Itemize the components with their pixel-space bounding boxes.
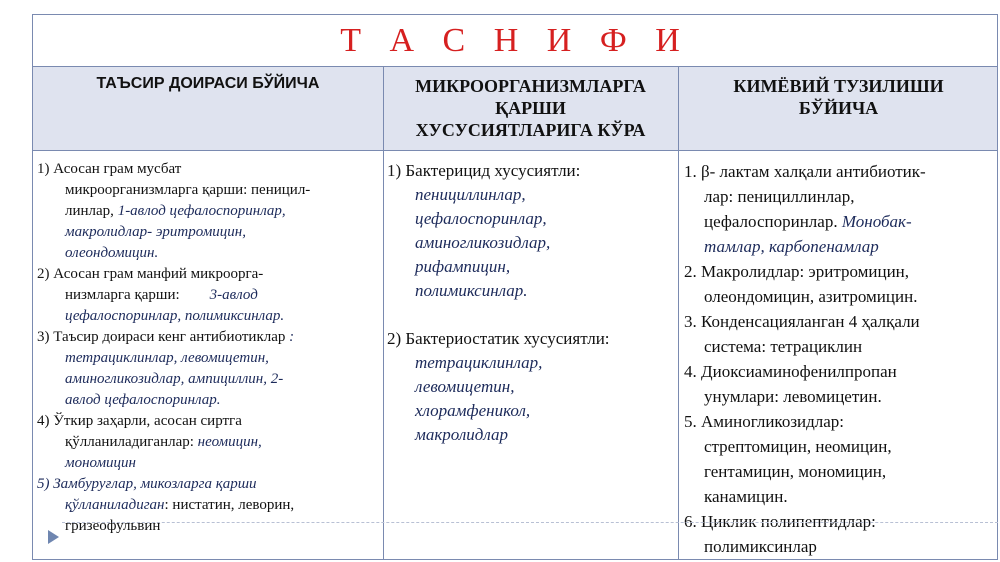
list-item	[37, 411, 381, 474]
item-line	[37, 180, 381, 201]
item-text-italic: пенициллинлар,	[415, 185, 526, 204]
item-text-italic: аминогликозидлар,	[415, 233, 551, 252]
item-text-italic: 5) Замбуруғлар, микозларга қарши	[37, 476, 257, 492]
item-line	[684, 184, 996, 209]
item-text: система: тетрациклин	[704, 337, 863, 356]
item-text: лар: пенициллинлар,	[704, 187, 855, 206]
list-item	[37, 474, 381, 537]
item-text: 5. Аминогликозидлар:	[684, 412, 845, 431]
item-text-italic: тетрациклинлар,	[415, 353, 543, 372]
item-text: Асосан грам мусбат	[53, 161, 182, 177]
item-line	[37, 201, 381, 222]
item-text-italic: авлод цефалоспоринлар.	[65, 392, 221, 408]
header-properties-line: ХУСУСИЯТЛАРИГА КЎРА	[415, 120, 646, 140]
spacer	[387, 303, 676, 327]
item-text-italic: :	[285, 329, 295, 345]
item-line	[37, 432, 381, 453]
header-row	[33, 67, 997, 151]
item-text: : нистатин, леворин,	[164, 497, 295, 513]
properties-cell	[387, 151, 676, 447]
item-text-italic: макролидлар- эритромицин,	[65, 224, 246, 240]
header-scope	[33, 67, 383, 151]
item-text-italic: 3-авлод	[209, 287, 258, 303]
list-item	[387, 159, 676, 303]
list-item	[684, 409, 996, 509]
classification-table	[32, 14, 998, 560]
item-number: 1)	[387, 161, 402, 180]
title-row	[33, 15, 997, 67]
item-text-italic: мономицин	[65, 455, 136, 471]
item-text: 4) Ўткир заҳарли, асосан сиртга	[37, 413, 242, 429]
item-text-italic: тетрациклинлар, левомицетин,	[65, 350, 269, 366]
item-text: унумлари: левомицетин.	[704, 387, 882, 406]
dashed-guide-line	[62, 522, 998, 523]
item-text: микроорганизмларга қарши: пеницил-	[65, 182, 311, 198]
item-text-italic: макролидлар	[415, 425, 509, 444]
header-chemical-line: КИМЁВИЙ ТУЗИЛИШИ	[733, 76, 944, 96]
item-text: полимиксинлар	[704, 537, 817, 556]
item-text: низмларга қарши:	[65, 287, 180, 303]
item-text-italic: хлорамфеникол,	[415, 401, 531, 420]
item-line	[684, 209, 996, 234]
item-text-italic: Монобак-	[841, 212, 912, 231]
item-line	[37, 285, 381, 306]
item-text: стрептомицин, неомицин,	[704, 437, 892, 456]
item-text: Асосан грам манфий микроорга-	[53, 266, 264, 282]
item-text-italic: тамлар, карбопенамлар	[704, 237, 879, 256]
item-text-italic: аминогликозидлар, ампициллин, 2-	[65, 371, 284, 387]
item-text: 6. Циклик полипептидлар:	[684, 512, 876, 531]
list-item	[37, 327, 381, 411]
item-text-italic: неомицин,	[197, 434, 262, 450]
list-item	[37, 159, 381, 264]
item-text: олеондомицин, азитромицин.	[704, 287, 918, 306]
header-chemical-line: БЎЙИЧА	[798, 98, 879, 118]
list-item	[684, 359, 996, 409]
list-item	[37, 264, 381, 327]
slide-title: Т А С Н И Ф И	[340, 21, 690, 59]
item-number: 1)	[37, 161, 50, 177]
header-properties-line: МИКРООРГАНИЗМЛАРГА	[415, 76, 646, 96]
list-item	[684, 159, 996, 259]
item-text: 3. Конденсацияланган 4 ҳалқали	[684, 312, 920, 331]
list-item	[684, 259, 996, 309]
header-properties	[383, 67, 678, 151]
item-text: канамицин.	[704, 487, 788, 506]
header-properties-line: ҚАРШИ	[495, 98, 566, 118]
item-text: 4. Диоксиаминофенилпропан	[684, 362, 897, 381]
column-divider	[383, 67, 384, 559]
list-item	[387, 327, 676, 447]
item-text-italic: цефалоспоринлар, полимиксинлар.	[65, 308, 285, 324]
item-text-italic: левомицетин,	[415, 377, 515, 396]
column-divider	[678, 67, 679, 559]
item-text: 3) Таъсир доираси кенг антибиотиклар	[37, 329, 286, 345]
item-text: цефалоспоринлар.	[704, 212, 842, 231]
item-text: қўлланиладиганлар:	[65, 434, 198, 450]
header-chemical-structure	[678, 67, 999, 151]
item-text-italic: 1-авлод цефалоспоринлар,	[117, 203, 286, 219]
item-text: 2. Макролидлар: эритромицин,	[684, 262, 910, 281]
item-text-italic: цефалоспоринлар,	[415, 209, 547, 228]
item-text-italic: олеондомицин.	[65, 245, 159, 261]
item-text-italic: рифампицин,	[415, 257, 511, 276]
item-text-italic: полимиксинлар.	[415, 281, 528, 300]
item-line	[37, 495, 381, 516]
play-arrow-icon[interactable]	[48, 530, 59, 544]
item-number: 2)	[37, 266, 50, 282]
scope-cell	[37, 151, 381, 537]
item-text: гризеофульвин	[65, 518, 161, 534]
chemical-structure-cell	[684, 151, 996, 559]
item-text: линлар,	[65, 203, 118, 219]
header-scope-label: ТАЪСИР ДОИРАСИ БЎЙИЧА	[96, 75, 320, 92]
list-item	[684, 509, 996, 559]
list-item	[684, 309, 996, 359]
item-text-italic: қўлланиладиган	[65, 497, 165, 513]
item-text: Бактерицид хусусиятли:	[405, 161, 581, 180]
item-text: 1. β- лактам халқали антибиотик-	[684, 162, 926, 181]
item-text: гентамицин, мономицин,	[704, 462, 887, 481]
item-text: 2) Бактериостатик хусусиятли:	[387, 329, 610, 348]
